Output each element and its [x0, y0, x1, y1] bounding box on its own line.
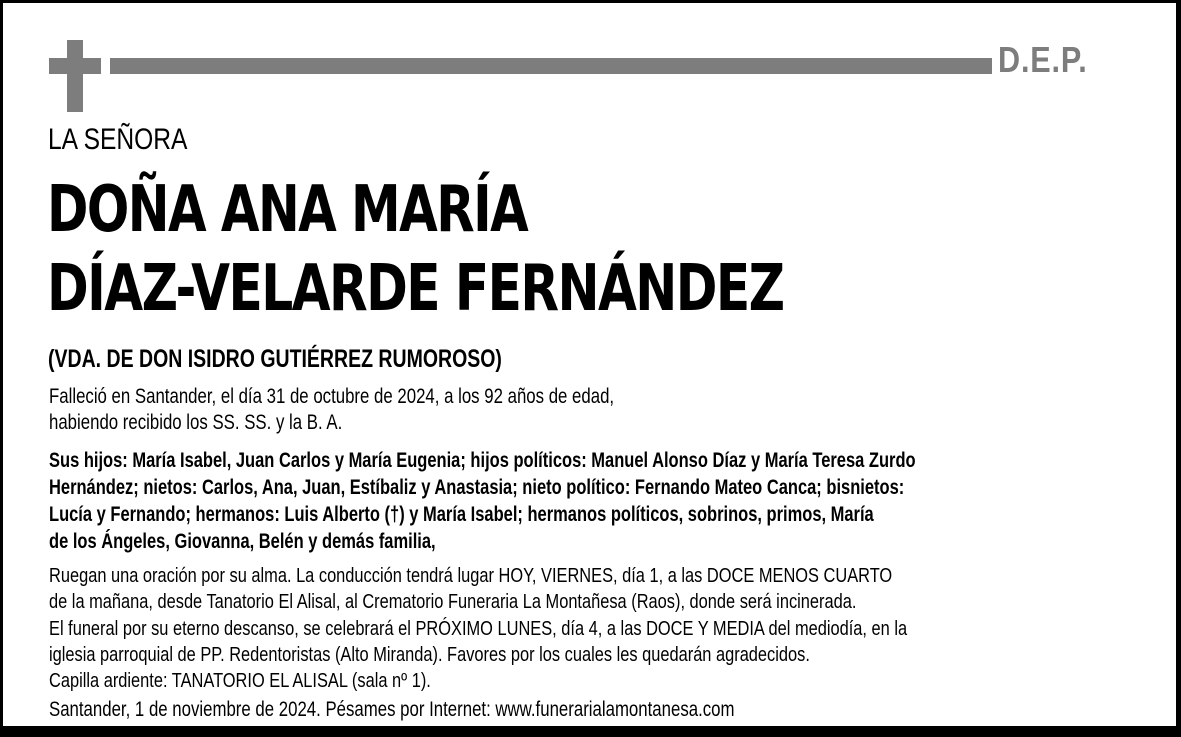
- latin-cross-icon: [67, 40, 83, 112]
- footer-condolences: Santander, 1 de noviembre de 2024. Pésames por Internet: www.funerarialamontanesa.com: [49, 698, 735, 721]
- obituary-card: [3, 3, 1176, 726]
- family-line: de los Ángeles, Giovanna, Belén y demás familia,: [49, 530, 436, 553]
- family-line: Hernández; nietos: Carlos, Ana, Juan, Estíbaliz y Anastasia; nieto político: Fernando Mateo Canca; bisnietos:: [49, 476, 905, 499]
- service-line: Ruegan una oración por su alma. La conducción tendrá lugar HOY, VIERNES, día 1, a las DOCE MENOS CUARTO: [49, 564, 893, 587]
- dep-label: D.E.P.: [998, 39, 1088, 80]
- deceased-name-line-1: DOÑA ANA MARÍA: [47, 173, 528, 247]
- service-details: [49, 563, 907, 694]
- service-line: iglesia parroquial de PP. Redentoristas (Alto Miranda). Favores por los cuales les quedarán agradecidos.: [49, 642, 810, 666]
- widow-of: (VDA. DE DON ISIDRO GUTIÉRREZ RUMOROSO): [48, 345, 502, 373]
- intro-title: LA SEÑORA: [48, 123, 188, 156]
- service-line: El funeral por su eterno descanso, se celebrará el PRÓXIMO LUNES, día 4, a las DOCE Y MEDIA del mediodía, en la: [49, 616, 908, 640]
- service-line: Capilla ardiente: TANATORIO EL ALISAL (sala nº 1).: [49, 669, 431, 693]
- death-info: [49, 384, 614, 436]
- family-list: [49, 447, 916, 555]
- family-line: Lucía y Fernando; hermanos: Luis Alberto (†) y María Isabel; hermanos políticos, sobrinos, primos, María: [49, 503, 874, 526]
- service-line: de la mañana, desde Tanatorio El Alisal, al Crematorio Funeraria La Montañesa (Raos), donde será incinerada.: [49, 590, 857, 614]
- death-info-line: Falleció en Santander, el día 31 de octubre de 2024, a los 92 años de edad,: [49, 385, 615, 408]
- family-line: Sus hijos: María Isabel, Juan Carlos y María Eugenia; hijos políticos: Manuel Alonso Díaz y María Teresa Zurdo: [49, 449, 916, 472]
- header-rule: [110, 58, 992, 74]
- deceased-name-line-2: DÍAZ-VELARDE FERNÁNDEZ: [47, 252, 784, 326]
- death-info-line: habiendo recibido los SS. SS. y la B. A.: [49, 411, 343, 434]
- latin-cross-icon-arm: [49, 58, 101, 74]
